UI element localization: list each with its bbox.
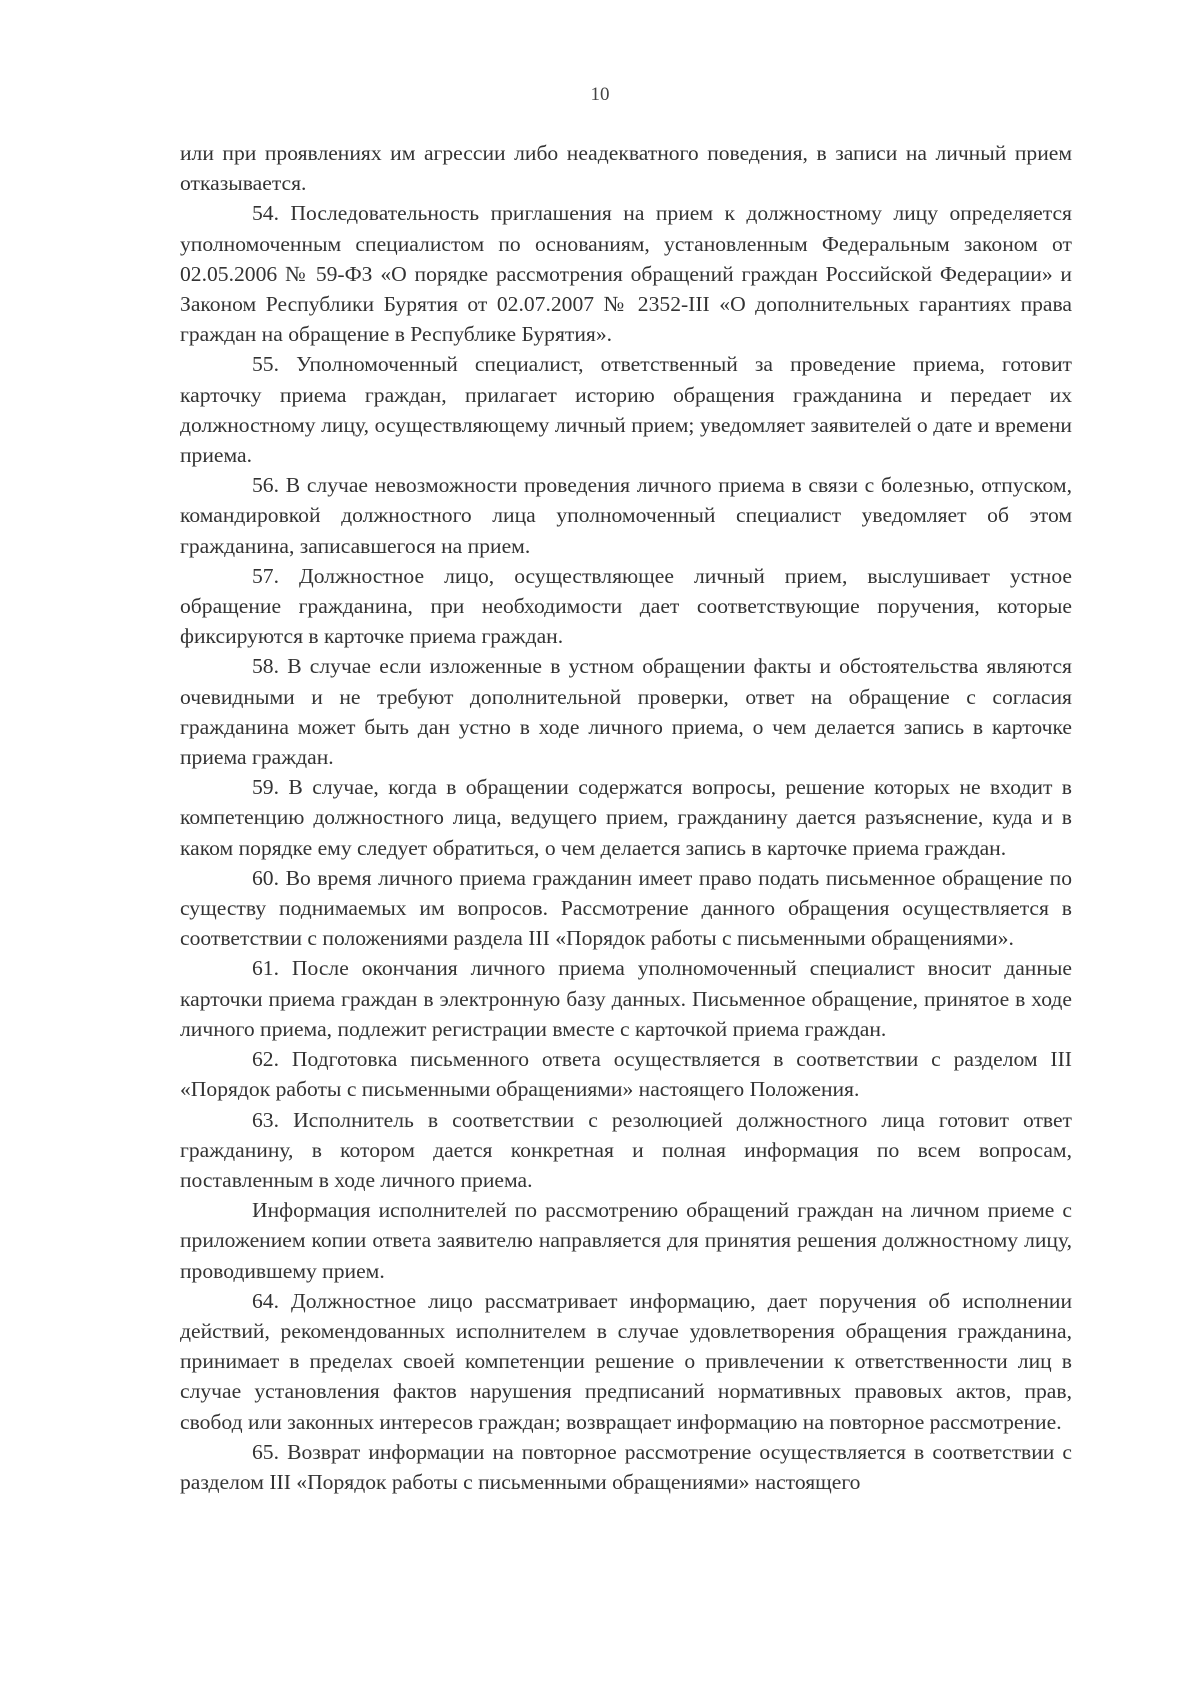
paragraph: 64. Должностное лицо рассматривает информацию, дает поручения об исполнении действий, рекомендованных исполнителем в случае удовлетворения обращения гражданина, принимает в пределах своей компетенции решение о привлечении к ответственности лиц в случае установления фактов нарушения предписаний нормативных правовых актов, прав, свобод или законных интересов граждан; возвращает информацию на повторное рассмотрение. xyxy=(180,1288,1072,1434)
paragraph: Информация исполнителей по рассмотрению обращений граждан на личном приеме с приложением копии ответа заявителю направляется для принятия решения должностному лицу, проводившему прием. xyxy=(180,1198,1072,1283)
paragraph: 56. В случае невозможности проведения личного приема в связи с болезнью, отпуском, командировкой должностного лица уполномоченный специалист уведомляет об этом гражданина, записавшегося на прием. xyxy=(180,473,1072,558)
paragraph: 60. Во время личного приема гражданин имеет право подать письменное обращение по существу поднимаемых им вопросов. Рассмотрение данного обращения осуществляется в соответствии с положениями раздела III «Порядок работы с письменными обращениями». xyxy=(180,865,1072,951)
paragraph: 62. Подготовка письменного ответа осуществляется в соответствии с разделом III «Порядок работы с письменными обращениями» настоящего Положения. xyxy=(180,1047,1072,1102)
paragraph: или при проявлениях им агрессии либо неадекватного поведения, в записи на личный прием отказывается. xyxy=(180,141,1072,196)
page-number: 10 xyxy=(590,84,610,105)
paragraph: 55. Уполномоченный специалист, ответственный за проведение приема, готовит карточку приема граждан, прилагает историю обращения гражданина и передает их должностному лицу, осуществляющему личный прием; уведомляет заявителей о дате и времени приема. xyxy=(180,352,1072,468)
paragraph: 59. В случае, когда в обращении содержатся вопросы, решение которых не входит в компетенцию должностного лица, ведущего прием, гражданину дается разъяснение, куда и в каком порядке ему следует обратиться, о чем делается запись в карточке приема граждан. xyxy=(180,775,1072,860)
paragraph: 58. В случае если изложенные в устном обращении факты и обстоятельства являются очевидными и не требуют дополнительной проверки, ответ на обращение с согласия гражданина может быть дан устно в ходе личного приема, о чем делается запись в карточке приема граждан. xyxy=(180,654,1072,770)
paragraph: 57. Должностное лицо, осуществляющее личный прием, выслушивает устное обращение гражданина, при необходимости дает соответствующие поручения, которые фиксируются в карточке приема граждан. xyxy=(180,563,1072,649)
paragraph: 65. Возврат информации на повторное рассмотрение осуществляется в соответствии с разделом III «Порядок работы с письменными обращениями» настоящего xyxy=(180,1439,1072,1494)
paragraph: 61. После окончания личного приема уполномоченный специалист вносит данные карточки приема граждан в электронную базу данных. Письменное обращение, принятое в ходе личного приема, подлежит регистрации вместе с карточкой приема граждан. xyxy=(180,956,1072,1041)
paragraph: 54. Последовательность приглашения на прием к должностному лицу определяется уполномоченным специалистом по основаниям, установленным Федеральным законом от 02.05.2006 № 59-ФЗ «О порядке рассмотрения обращений граждан Российской Федерации» и Законом Республики Бурятия от 02.07.2007 № 2352-III «О дополнительных гарантиях права граждан на обращение в Республике Бурятия». xyxy=(180,201,1072,347)
paragraph: 63. Исполнитель в соответствии с резолюцией должностного лица готовит ответ гражданину, в котором дается конкретная и полная информация по всем вопросам, поставленным в ходе личного приема. xyxy=(180,1107,1072,1192)
document-body xyxy=(180,138,1072,1497)
